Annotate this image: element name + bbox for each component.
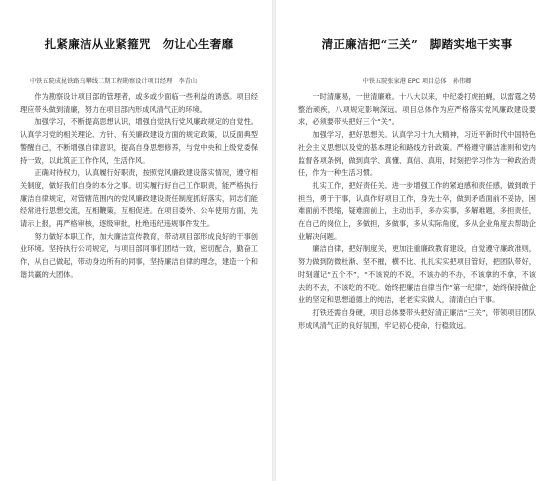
right-page: [276, 0, 550, 481]
left-paragraph-2: 加强学习，不断提高思想认识，增强自觉执行党风廉政规定的自觉性。认真学习党的相关理论、方针、有关廉政建设方面的规定政策，以反面典型警醒自己，不断增强自律意识，提高自身思想修养，与党中央和上级党委保持一致，以此筑正工作作风，生活作风。: [20, 117, 258, 165]
left-paragraph-3: 正确对待权力，认真履行好职责，按照党风廉政建设落实情况，遵守相关制度，做好我们自身的本分之事。切实履行好自己工作职责，能严格执行廉洁自律规定，对管辖范围内的党风廉政建设责任制度抓好落实，同志们能经常进行思想交流，互相鞭策，互相促进。在项目委外、公车使用方面，先请示上报，再严格审核，逐级审批，杜绝违纪违规事件发生。: [20, 168, 258, 229]
left-page: [0, 0, 272, 481]
right-article-byline: 中铁五院张家港 EPC 项目总体 孙伟卿: [362, 78, 472, 85]
right-paragraph-1: 一时清廉易，一世清廉难。十八大以来，中纪委打虎拍蝇，以雷霆之势整治顽疾，八项规定影响深远。项目总体作为应严格落实党风廉政建设要求，必须要带头把好三个“关”。: [298, 92, 536, 127]
left-article-title: 扎紧廉洁从业紧箍咒 勿让心生奢靡: [44, 37, 234, 51]
right-paragraph-5: 打铁还需自身硬，项目总体要带头把好清正廉洁“三关”，带领项目团队形成风清气正的良好氛围，牢记初心使命，行稳致远。: [298, 307, 536, 330]
left-paragraph-1: 作为勘察设计项目部的管理者，或多或少面临一些利益的诱惑。项目经理应带头做到清廉，努力在项目部内形成风清气正的环境。: [20, 92, 258, 114]
right-article-title: 清正廉洁把“三关” 脚踏实地干实事: [321, 37, 513, 51]
left-paragraph-4: 努力做好本职工作，加大廉洁宣传教育，带动项目部形成良好的干事创业环境。坚持执行公司规定，与项目部同事们团结一致，密切配合，勤奋工作，从自己做起，带动身边所有的同事，坚持廉洁自律的理念，建造一个和谐共赢的大团体。: [20, 231, 258, 279]
left-article-byline: 中铁五院成昆铁路乌攀线二期工程勘察设计项目经理 李青山: [30, 78, 198, 85]
right-paragraph-2: 加强学习，把好思想关。认真学习十九大精神，习近平新时代中国特色社会主义思想以及党的基本理论和路线方针政策。严格遵守廉洁准则和党内监督各项条例，做到真学、真懂、真信、真用，时刻把学习作为一种政治责任，作为一种生活习惯。: [298, 130, 536, 178]
right-paragraph-4: 廉洁自律，把好制度关，更加注重廉政教育建设，自觉遵守廉政准则，努力做到防微杜渐、坚不摧，横不比、扎扎实实把项目管好，把团队带好，时刻谨记“五个不”，“不该说的不说，不该办的不办，不该拿的不拿，不该去的不去，不该吃的不吃。始终把廉洁自律当作“第一纪律”，始终保持做企业的坚定和思想道德上的纯洁，老老实实做人，清清白白干事。: [298, 244, 536, 305]
right-paragraph-3: 扎实工作，把好责任关。进一步增强工作的紧迫感和责任感，做到敢于担当，勇于干事，认真作好项目工作，身先士卒，做到矛盾面前不妥协，困难面前不畏缩，疑难面前上，主动出手，多办实事，多解难题，多担责任，在自己的岗位上，多做担，多做事，多从实际角度，多从企业角度去帮助企业解决问题。: [298, 180, 536, 241]
